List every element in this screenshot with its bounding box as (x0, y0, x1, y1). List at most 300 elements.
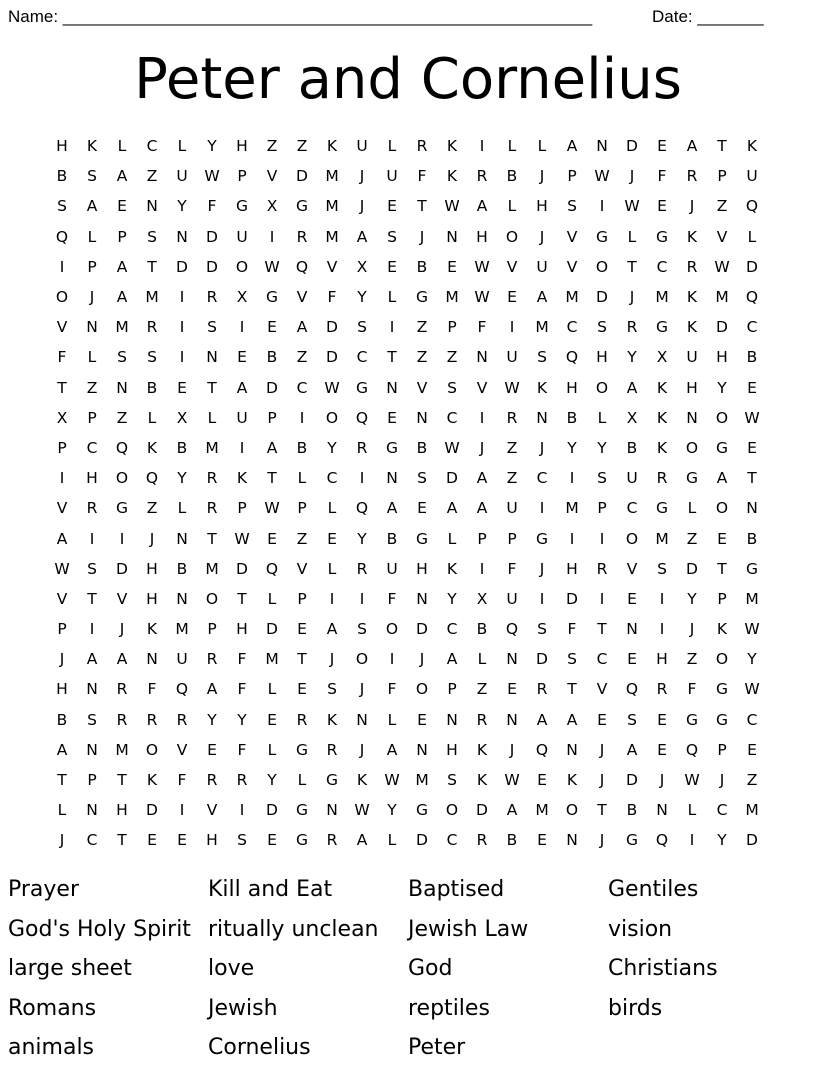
grid-cell[interactable]: O (235, 257, 249, 276)
grid-cell[interactable]: E (657, 137, 667, 156)
grid-cell[interactable]: I (89, 529, 95, 548)
grid-cell[interactable]: V (116, 589, 128, 608)
grid-cell[interactable]: L (597, 408, 607, 427)
grid-cell[interactable]: E (657, 740, 667, 759)
grid-cell[interactable]: K (476, 740, 488, 759)
grid-cell[interactable]: M (205, 438, 219, 457)
grid-cell[interactable]: S (537, 348, 547, 367)
grid-cell[interactable]: T (717, 137, 727, 156)
grid-cell[interactable]: L (687, 499, 697, 518)
grid-cell[interactable]: D (416, 831, 428, 850)
grid-cell[interactable]: L (267, 680, 277, 699)
grid-cell[interactable]: M (565, 499, 579, 518)
grid-cell[interactable]: Q (115, 438, 129, 457)
grid-cell[interactable]: W (624, 197, 640, 216)
grid-cell[interactable]: O (115, 469, 129, 488)
grid-cell[interactable]: K (686, 288, 698, 307)
grid-cell[interactable]: P (117, 227, 127, 246)
grid-cell[interactable]: H (686, 378, 698, 397)
grid-cell[interactable]: J (539, 167, 545, 186)
grid-cell[interactable]: B (566, 408, 578, 427)
grid-cell[interactable]: C (296, 378, 308, 397)
grid-cell[interactable]: K (146, 438, 158, 457)
grid-cell[interactable]: D (746, 831, 758, 850)
grid-cell[interactable]: H (656, 650, 668, 669)
grid-cell[interactable]: O (325, 408, 339, 427)
grid-cell[interactable]: P (717, 589, 727, 608)
grid-cell[interactable]: U (236, 227, 248, 246)
grid-cell[interactable]: H (206, 831, 218, 850)
grid-cell[interactable]: A (446, 650, 458, 669)
grid-cell[interactable]: W (714, 257, 730, 276)
grid-cell[interactable]: R (656, 469, 668, 488)
grid-cell[interactable]: R (206, 650, 218, 669)
grid-cell[interactable]: F (207, 197, 217, 216)
grid-cell[interactable]: M (265, 650, 279, 669)
grid-cell[interactable]: E (177, 831, 187, 850)
grid-cell[interactable]: Q (505, 620, 519, 639)
grid-cell[interactable]: Q (355, 499, 369, 518)
grid-cell[interactable]: K (446, 167, 458, 186)
grid-cell[interactable]: I (359, 589, 365, 608)
grid-cell[interactable]: Q (355, 408, 369, 427)
grid-cell[interactable]: W (474, 288, 490, 307)
grid-cell[interactable]: P (477, 529, 487, 548)
grid-cell[interactable]: E (417, 710, 427, 729)
grid-cell[interactable]: K (326, 137, 338, 156)
grid-cell[interactable]: G (655, 227, 668, 246)
grid-cell[interactable]: G (685, 469, 698, 488)
grid-cell[interactable]: P (87, 771, 97, 790)
grid-cell[interactable]: H (416, 559, 428, 578)
grid-cell[interactable]: Y (597, 438, 607, 457)
grid-cell[interactable]: H (236, 620, 248, 639)
grid-cell[interactable]: R (86, 499, 98, 518)
grid-cell[interactable]: B (56, 167, 68, 186)
grid-cell[interactable]: J (509, 740, 515, 759)
grid-cell[interactable]: U (176, 650, 188, 669)
grid-cell[interactable]: N (596, 137, 608, 156)
grid-cell[interactable]: F (237, 740, 247, 759)
grid-cell[interactable]: Y (267, 771, 277, 790)
grid-cell[interactable]: I (389, 318, 395, 337)
grid-cell[interactable]: H (446, 740, 458, 759)
grid-cell[interactable]: L (327, 559, 337, 578)
grid-cell[interactable]: A (326, 620, 338, 639)
grid-cell[interactable]: F (237, 680, 247, 699)
grid-cell[interactable]: L (147, 408, 157, 427)
grid-cell[interactable]: A (56, 529, 68, 548)
grid-cell[interactable]: Q (145, 469, 159, 488)
grid-cell[interactable]: R (356, 559, 368, 578)
grid-cell[interactable]: J (419, 650, 425, 669)
grid-cell[interactable]: G (295, 801, 308, 820)
grid-cell[interactable]: C (626, 499, 638, 518)
grid-cell[interactable]: D (446, 469, 458, 488)
grid-cell[interactable]: I (539, 589, 545, 608)
grid-cell[interactable]: N (86, 801, 98, 820)
grid-cell[interactable]: Z (116, 408, 128, 427)
grid-cell[interactable]: S (147, 348, 157, 367)
grid-cell[interactable]: L (297, 771, 307, 790)
grid-cell[interactable]: M (715, 288, 729, 307)
grid-cell[interactable]: P (447, 318, 457, 337)
grid-cell[interactable]: M (205, 559, 219, 578)
grid-cell[interactable]: N (656, 801, 668, 820)
grid-cell[interactable]: D (116, 559, 128, 578)
grid-cell[interactable]: R (326, 740, 338, 759)
grid-cell[interactable]: I (359, 469, 365, 488)
grid-cell[interactable]: Z (506, 469, 518, 488)
grid-cell[interactable]: Q (655, 831, 669, 850)
grid-cell[interactable]: J (659, 771, 665, 790)
grid-cell[interactable]: U (506, 589, 518, 608)
grid-cell[interactable]: U (686, 348, 698, 367)
grid-cell[interactable]: K (446, 559, 458, 578)
grid-cell[interactable]: D (206, 257, 218, 276)
grid-cell[interactable]: A (116, 650, 128, 669)
grid-cell[interactable]: J (419, 227, 425, 246)
grid-cell[interactable]: I (179, 801, 185, 820)
grid-cell[interactable]: Z (686, 650, 698, 669)
grid-cell[interactable]: N (146, 197, 158, 216)
grid-cell[interactable]: R (686, 167, 698, 186)
grid-cell[interactable]: X (626, 408, 638, 427)
grid-cell[interactable]: R (176, 710, 188, 729)
grid-cell[interactable]: J (119, 620, 125, 639)
grid-cell[interactable]: V (566, 227, 578, 246)
grid-cell[interactable]: D (686, 559, 698, 578)
grid-cell[interactable]: T (117, 771, 127, 790)
grid-cell[interactable]: F (477, 318, 487, 337)
grid-cell[interactable]: K (446, 137, 458, 156)
grid-cell[interactable]: E (657, 710, 667, 729)
grid-cell[interactable]: M (175, 620, 189, 639)
grid-cell[interactable]: Z (416, 348, 428, 367)
grid-cell[interactable]: B (386, 529, 398, 548)
grid-cell[interactable]: S (87, 710, 97, 729)
grid-cell[interactable]: E (717, 529, 727, 548)
grid-cell[interactable]: P (57, 620, 67, 639)
grid-cell[interactable]: A (356, 831, 368, 850)
grid-cell[interactable]: F (687, 680, 697, 699)
grid-cell[interactable]: G (235, 197, 248, 216)
grid-cell[interactable]: V (566, 257, 578, 276)
grid-cell[interactable]: N (86, 318, 98, 337)
grid-cell[interactable]: P (297, 499, 307, 518)
grid-cell[interactable]: M (325, 167, 339, 186)
grid-cell[interactable]: B (176, 559, 188, 578)
grid-cell[interactable]: H (56, 137, 68, 156)
grid-cell[interactable]: P (447, 680, 457, 699)
grid-cell[interactable]: K (656, 378, 668, 397)
grid-cell[interactable]: O (625, 529, 639, 548)
grid-cell[interactable]: N (476, 348, 488, 367)
grid-cell[interactable]: H (566, 559, 578, 578)
grid-cell[interactable]: E (177, 378, 187, 397)
grid-cell[interactable]: O (565, 801, 579, 820)
grid-cell[interactable]: E (747, 740, 757, 759)
grid-cell[interactable]: U (506, 499, 518, 518)
grid-cell[interactable]: N (416, 408, 428, 427)
grid-cell[interactable]: A (446, 499, 458, 518)
grid-cell[interactable]: D (596, 288, 608, 307)
grid-cell[interactable]: X (266, 197, 278, 216)
grid-cell[interactable]: U (746, 167, 758, 186)
grid-cell[interactable]: N (446, 710, 458, 729)
grid-cell[interactable]: Q (745, 288, 759, 307)
grid-cell[interactable]: K (536, 378, 548, 397)
grid-cell[interactable]: Q (685, 740, 699, 759)
grid-cell[interactable]: T (597, 620, 607, 639)
grid-cell[interactable]: F (327, 288, 337, 307)
grid-cell[interactable]: A (116, 288, 128, 307)
grid-cell[interactable]: T (57, 771, 67, 790)
grid-cell[interactable]: N (536, 408, 548, 427)
grid-cell[interactable]: N (566, 740, 578, 759)
grid-cell[interactable]: I (659, 620, 665, 639)
grid-cell[interactable]: P (237, 167, 247, 186)
grid-cell[interactable]: B (416, 257, 428, 276)
grid-cell[interactable]: V (56, 318, 68, 337)
grid-cell[interactable]: I (689, 831, 695, 850)
grid-cell[interactable]: I (179, 288, 185, 307)
grid-cell[interactable]: S (627, 710, 637, 729)
grid-cell[interactable]: Q (745, 197, 759, 216)
grid-cell[interactable]: L (507, 137, 517, 156)
grid-cell[interactable]: C (656, 257, 668, 276)
grid-cell[interactable]: T (207, 378, 217, 397)
grid-cell[interactable]: W (384, 771, 400, 790)
grid-cell[interactable]: T (147, 257, 157, 276)
grid-cell[interactable]: S (237, 831, 247, 850)
grid-cell[interactable]: E (387, 197, 397, 216)
grid-cell[interactable]: V (296, 559, 308, 578)
grid-cell[interactable]: A (506, 801, 518, 820)
grid-cell[interactable]: A (386, 499, 398, 518)
grid-cell[interactable]: I (599, 197, 605, 216)
grid-cell[interactable]: B (746, 348, 758, 367)
grid-cell[interactable]: M (745, 801, 759, 820)
grid-cell[interactable]: F (567, 620, 577, 639)
grid-cell[interactable]: M (115, 318, 129, 337)
grid-cell[interactable]: G (535, 529, 548, 548)
grid-cell[interactable]: E (297, 620, 307, 639)
grid-cell[interactable]: D (266, 620, 278, 639)
grid-cell[interactable]: V (596, 680, 608, 699)
grid-cell[interactable]: S (357, 318, 367, 337)
grid-cell[interactable]: C (146, 137, 158, 156)
grid-cell[interactable]: P (57, 438, 67, 457)
grid-cell[interactable]: N (386, 469, 398, 488)
grid-cell[interactable]: E (267, 831, 277, 850)
grid-cell[interactable]: S (87, 559, 97, 578)
grid-cell[interactable]: R (206, 288, 218, 307)
grid-cell[interactable]: V (56, 589, 68, 608)
grid-cell[interactable]: F (177, 771, 187, 790)
grid-cell[interactable]: L (387, 288, 397, 307)
grid-cell[interactable]: R (146, 710, 158, 729)
grid-cell[interactable]: V (506, 257, 518, 276)
grid-cell[interactable]: I (239, 318, 245, 337)
grid-cell[interactable]: W (504, 771, 520, 790)
grid-cell[interactable]: D (266, 801, 278, 820)
grid-cell[interactable]: V (206, 801, 218, 820)
grid-cell[interactable]: O (505, 227, 519, 246)
grid-cell[interactable]: W (264, 257, 280, 276)
grid-cell[interactable]: W (474, 257, 490, 276)
grid-cell[interactable]: Y (207, 710, 217, 729)
grid-cell[interactable]: R (626, 318, 638, 337)
grid-cell[interactable]: B (746, 529, 758, 548)
grid-cell[interactable]: E (267, 710, 277, 729)
grid-cell[interactable]: J (479, 438, 485, 457)
grid-cell[interactable]: N (206, 348, 218, 367)
grid-cell[interactable]: R (116, 710, 128, 729)
grid-cell[interactable]: A (356, 227, 368, 246)
grid-cell[interactable]: J (359, 740, 365, 759)
grid-cell[interactable]: N (326, 801, 338, 820)
grid-cell[interactable]: Z (476, 680, 488, 699)
grid-cell[interactable]: L (387, 710, 397, 729)
grid-cell[interactable]: J (539, 227, 545, 246)
grid-cell[interactable]: A (236, 378, 248, 397)
grid-cell[interactable]: V (176, 740, 188, 759)
grid-cell[interactable]: F (147, 680, 157, 699)
grid-cell[interactable]: K (656, 408, 668, 427)
grid-cell[interactable]: F (657, 167, 667, 186)
grid-cell[interactable]: A (476, 197, 488, 216)
grid-cell[interactable]: D (266, 378, 278, 397)
grid-cell[interactable]: E (627, 650, 637, 669)
grid-cell[interactable]: J (359, 197, 365, 216)
grid-cell[interactable]: G (295, 831, 308, 850)
grid-cell[interactable]: Q (625, 680, 639, 699)
grid-cell[interactable]: S (537, 620, 547, 639)
grid-cell[interactable]: O (595, 257, 609, 276)
grid-cell[interactable]: M (115, 740, 129, 759)
name-field[interactable]: Name: ________________________________________________________ (8, 7, 593, 26)
grid-cell[interactable]: I (509, 318, 515, 337)
grid-cell[interactable]: K (746, 137, 758, 156)
grid-cell[interactable]: E (267, 318, 277, 337)
grid-cell[interactable]: Z (716, 197, 728, 216)
grid-cell[interactable]: C (566, 318, 578, 337)
grid-cell[interactable]: N (626, 620, 638, 639)
grid-cell[interactable]: E (447, 257, 457, 276)
grid-cell[interactable]: Q (535, 740, 549, 759)
grid-cell[interactable]: F (417, 167, 427, 186)
grid-cell[interactable]: R (236, 771, 248, 790)
grid-cell[interactable]: S (387, 227, 397, 246)
grid-cell[interactable]: U (536, 257, 548, 276)
grid-cell[interactable]: E (747, 378, 757, 397)
grid-cell[interactable]: C (536, 469, 548, 488)
grid-cell[interactable]: N (566, 831, 578, 850)
grid-cell[interactable]: R (506, 408, 518, 427)
grid-cell[interactable]: X (356, 257, 368, 276)
grid-cell[interactable]: E (417, 499, 427, 518)
grid-cell[interactable]: J (329, 650, 335, 669)
grid-cell[interactable]: L (507, 197, 517, 216)
grid-cell[interactable]: D (716, 318, 728, 337)
grid-cell[interactable]: G (295, 740, 308, 759)
grid-cell[interactable]: Y (567, 438, 577, 457)
grid-cell[interactable]: Y (357, 529, 367, 548)
grid-cell[interactable]: L (387, 137, 397, 156)
grid-cell[interactable]: S (417, 469, 427, 488)
grid-cell[interactable]: J (359, 167, 365, 186)
grid-cell[interactable]: K (236, 469, 248, 488)
grid-cell[interactable]: W (744, 680, 760, 699)
grid-cell[interactable]: I (599, 589, 605, 608)
grid-cell[interactable]: L (387, 831, 397, 850)
grid-cell[interactable]: W (684, 771, 700, 790)
grid-cell[interactable]: N (506, 710, 518, 729)
grid-cell[interactable]: A (86, 650, 98, 669)
grid-cell[interactable]: V (626, 559, 638, 578)
grid-cell[interactable]: L (57, 801, 67, 820)
grid-cell[interactable]: P (237, 499, 247, 518)
grid-cell[interactable]: T (747, 469, 757, 488)
grid-cell[interactable]: G (265, 288, 278, 307)
grid-cell[interactable]: R (416, 137, 428, 156)
grid-cell[interactable]: Y (447, 589, 457, 608)
grid-cell[interactable]: G (625, 831, 638, 850)
grid-cell[interactable]: D (326, 348, 338, 367)
grid-cell[interactable]: E (237, 348, 247, 367)
grid-cell[interactable]: G (415, 801, 428, 820)
grid-cell[interactable]: Z (266, 137, 278, 156)
grid-cell[interactable]: C (746, 710, 758, 729)
grid-cell[interactable]: S (87, 167, 97, 186)
grid-cell[interactable]: Z (146, 499, 158, 518)
grid-cell[interactable]: M (745, 589, 759, 608)
grid-cell[interactable]: Q (565, 348, 579, 367)
grid-cell[interactable]: D (626, 771, 638, 790)
grid-cell[interactable]: I (479, 137, 485, 156)
grid-cell[interactable]: T (297, 650, 307, 669)
grid-cell[interactable]: W (504, 378, 520, 397)
grid-cell[interactable]: B (146, 378, 158, 397)
grid-cell[interactable]: E (537, 771, 547, 790)
grid-cell[interactable]: F (507, 559, 517, 578)
grid-cell[interactable]: L (747, 227, 757, 246)
grid-cell[interactable]: U (356, 137, 368, 156)
grid-cell[interactable]: A (566, 137, 578, 156)
grid-cell[interactable]: E (537, 831, 547, 850)
grid-cell[interactable]: S (567, 650, 577, 669)
grid-cell[interactable]: P (87, 257, 97, 276)
grid-cell[interactable]: I (389, 650, 395, 669)
grid-cell[interactable]: A (536, 288, 548, 307)
grid-cell[interactable]: J (719, 771, 725, 790)
grid-cell[interactable]: K (656, 438, 668, 457)
grid-cell[interactable]: G (715, 710, 728, 729)
grid-cell[interactable]: W (444, 197, 460, 216)
grid-cell[interactable]: M (325, 227, 339, 246)
grid-cell[interactable]: C (86, 438, 98, 457)
grid-cell[interactable]: I (539, 499, 545, 518)
grid-cell[interactable]: D (326, 318, 338, 337)
grid-cell[interactable]: B (176, 438, 188, 457)
grid-cell[interactable]: E (297, 680, 307, 699)
grid-cell[interactable]: E (627, 589, 637, 608)
grid-cell[interactable]: Q (265, 559, 279, 578)
grid-cell[interactable]: X (236, 288, 248, 307)
grid-cell[interactable]: I (299, 408, 305, 427)
grid-cell[interactable]: V (476, 378, 488, 397)
